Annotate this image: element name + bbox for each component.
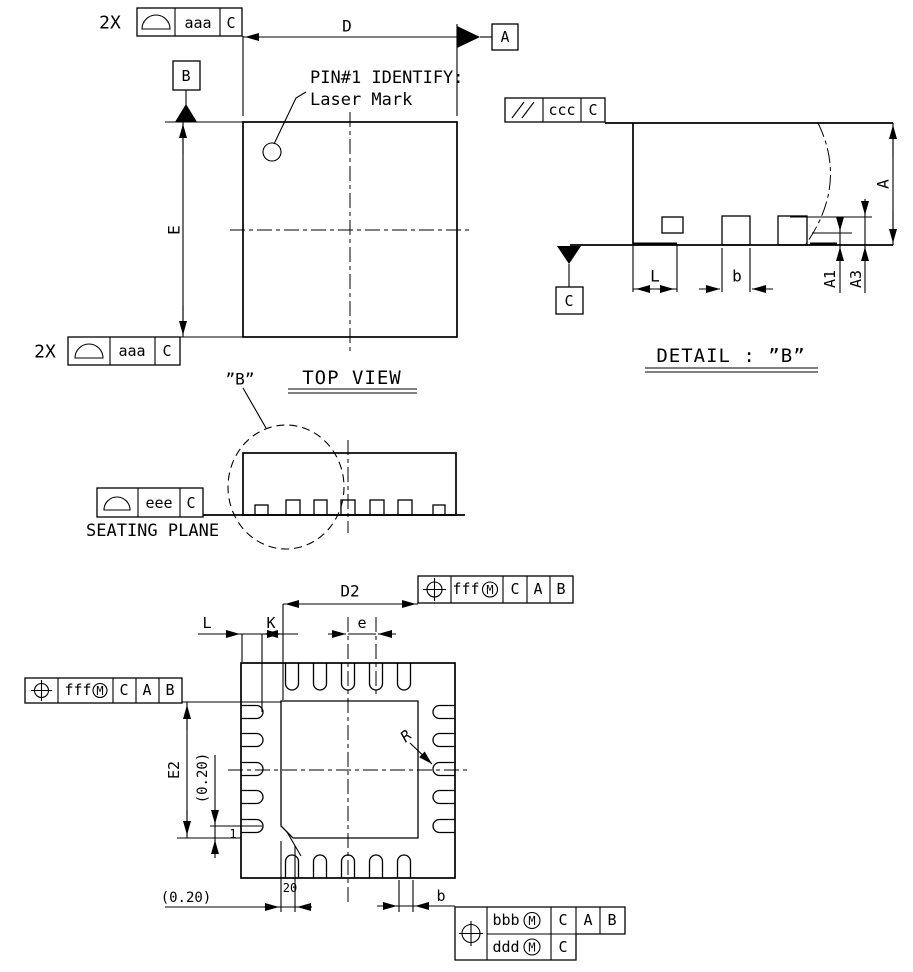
terminal-pad [433,734,455,747]
datum-a-triangle [457,26,480,48]
datum-a-label: A [500,28,510,46]
terminal-pad [398,663,411,690]
terminal-pad [398,855,411,878]
fcf-modifier: M [96,684,104,698]
fcf-datum: C [558,911,568,929]
dim-label-e: e [357,614,367,632]
dim-label-b: b [436,887,446,905]
fcf-position-top [418,576,573,603]
datum-c-triangle [557,246,581,264]
terminal [370,500,384,515]
terminal-pad [433,791,455,804]
laser-mark-circle [263,143,281,161]
terminal [398,500,412,515]
fcf-datum: C [510,580,520,598]
dim-label-L: L [650,266,660,286]
fcf-tolerance: fff [452,580,480,598]
fcf-qty: 2X [99,12,121,34]
pin20-label: 20 [282,881,298,895]
fcf-tolerance: aaa [184,14,212,32]
dim-label-D: D [342,16,352,36]
bottom-view [25,576,625,960]
witness-lines [399,880,413,912]
fcf-position-bottom [455,907,625,960]
terminal-section [778,216,807,245]
terminal-pad [286,855,299,878]
ref-label-020-left: (0.20) [195,752,211,804]
top-view-title: TOP VIEW [302,367,402,389]
detail-b-circle [228,425,344,549]
fcf-datum: C [558,938,568,956]
fcf-datum: C [119,681,129,699]
dim-label-A1: A1 [821,269,839,289]
terminal-pad [241,734,263,747]
terminal [255,505,268,515]
terminal-section [722,216,750,245]
terminal-pad [433,820,455,833]
datum-b-label: B [181,67,191,85]
fcf-tolerance: bbb [492,911,520,929]
dim-label-K: K [266,614,276,632]
top-view [34,8,518,428]
pin1-label: 1 [229,827,237,841]
seating-plane-label: SEATING PLANE [86,521,220,541]
side-view [86,425,465,549]
ref-label-020-bottom: (0.20) [160,890,212,906]
fcf-datum: A [142,681,152,699]
terminal-pad [314,663,327,690]
fcf-tolerance: fff [64,681,92,699]
fcf-datum: A [533,580,543,598]
terminal [433,505,445,515]
fcf-profile-seating [97,488,203,517]
fcf-tolerance: ddd [492,938,520,956]
terminal-pad [433,706,455,719]
fcf-modifier: M [528,940,536,955]
detail-b-leader [243,388,266,428]
title-underline [288,389,417,393]
title-underline [645,368,818,372]
terminal-section [662,217,683,233]
radius-leader [410,743,432,764]
dim-label-R: R [396,726,416,746]
fcf-modifier: M [528,914,536,928]
detail-b-callout: ”B” [225,369,255,389]
fcf-datum: C [588,101,598,119]
dim-label-b: b [732,266,742,286]
fcf-modifier: M [486,583,494,597]
fcf-datum: C [186,494,196,512]
dim-label-D2: D2 [340,581,360,601]
dim-label-A3: A3 [847,269,865,289]
fcf-position-left [25,678,182,703]
terminal-pad [314,855,327,878]
fcf-datum: B [165,681,175,699]
terminal [314,500,327,515]
pin1-leader [274,92,306,144]
fcf-parallelism [505,98,605,122]
terminal-pad [241,791,263,804]
dim-label-L: L [202,614,212,632]
fcf-tolerance: aaa [118,342,146,360]
dim-label-E2: E2 [165,760,183,780]
fcf-tolerance: ccc [548,101,576,119]
fcf-datum: C [162,342,172,360]
package-side-outline [243,453,456,515]
fcf-datum: C [226,14,236,32]
datum-b-triangle [175,104,197,122]
pin1-note-line1: PIN#1 IDENTIFY: [310,68,464,88]
datum-c-label: C [564,292,574,310]
fcf-datum: B [607,911,617,929]
terminal-pad [241,706,263,719]
terminal-pad [370,855,383,878]
fcf-datum: B [556,580,566,598]
pin1-chamfer-leader [287,832,301,856]
fcf-qty: 2X [34,341,56,363]
fcf-datum: A [583,911,593,929]
dim-label-E: E [164,225,184,235]
terminal-pad [286,663,299,690]
detail-b-view [505,98,893,372]
dim-label-A: A [873,179,893,189]
terminal-pad [241,763,263,776]
fcf-profile-top [99,8,242,36]
terminal [286,500,300,515]
detail-b-title: DETAIL : ”B” [656,345,806,367]
fcf-profile-bottom [34,337,180,365]
fcf-tolerance: eee [145,494,173,512]
pin1-note-line2: Laser Mark [310,90,413,110]
break-line [806,123,831,244]
terminal-pad [433,763,455,776]
